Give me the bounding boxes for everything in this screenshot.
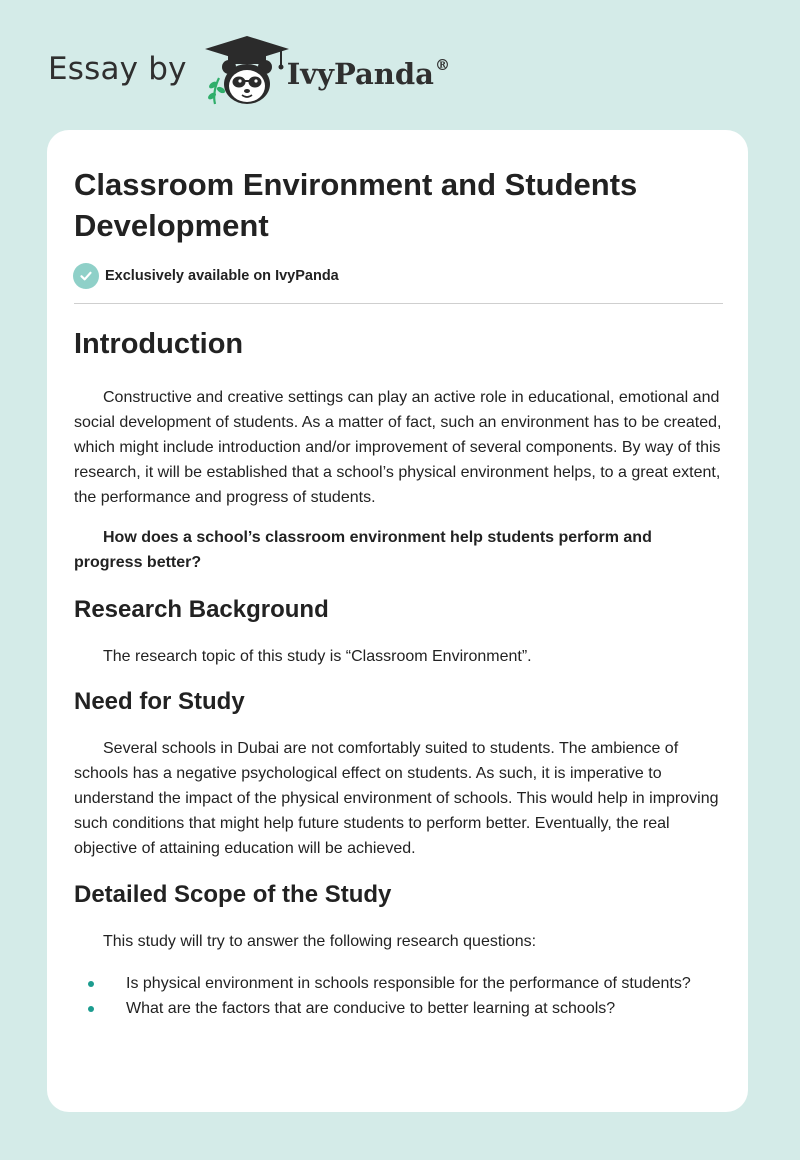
exclusive-badge	[73, 263, 339, 289]
scope-paragraph: This study will try to answer the following research questions:	[103, 933, 537, 950]
site-header	[48, 36, 450, 108]
introduction-paragraph: Constructive and creative settings can play an active role in educational, emotional and social development of students. As a matter of fact, such an environment has to be created, which might include introduction and/or improvement of several components. By way of this research, it will be established that a school’s physical environment helps, to a great extent, the performance and progress of students.	[74, 389, 722, 506]
brand-name[interactable]: IvyPanda®	[286, 56, 450, 91]
registered-mark: ®	[434, 56, 450, 75]
research-questions-list	[74, 971, 734, 1021]
exclusive-badge-text: Exclusively available on IvyPanda	[105, 268, 339, 284]
list-item-text: Is physical environment in schools responsible for the performance of students?	[126, 975, 691, 992]
need-for-study-heading: Need for Study	[74, 688, 245, 715]
divider	[74, 303, 723, 304]
list-item	[74, 996, 734, 1021]
research-background-heading: Research Background	[74, 596, 329, 623]
checkmark-circle-icon	[73, 263, 99, 289]
bullet-icon	[88, 981, 94, 987]
panda-graduate-logo[interactable]	[201, 34, 293, 108]
research-question: How does a school’s classroom environment help students perform and progress better?	[74, 529, 652, 571]
list-item	[74, 971, 734, 996]
essay-title: Classroom Environment and Students Development	[74, 167, 638, 243]
list-item-text: What are the factors that are conducive to better learning at schools?	[126, 1000, 616, 1017]
essay-by-label: Essay by	[48, 51, 187, 87]
essay-card	[47, 130, 748, 1112]
need-for-study-paragraph: Several schools in Dubai are not comfortably suited to students. The ambience of schools has a negative psychological effect on students. As such, it is imperative to understand the impact of the physical environment of schools. This would help in improving such conditions that might help future students to perform better. Eventually, the real objective of attaining education will be achieved.	[74, 740, 719, 857]
introduction-heading: Introduction	[74, 328, 244, 360]
research-background-paragraph: The research topic of this study is “Classroom Environment”.	[103, 648, 532, 665]
scope-heading: Detailed Scope of the Study	[74, 881, 392, 908]
bullet-icon	[88, 1006, 94, 1012]
